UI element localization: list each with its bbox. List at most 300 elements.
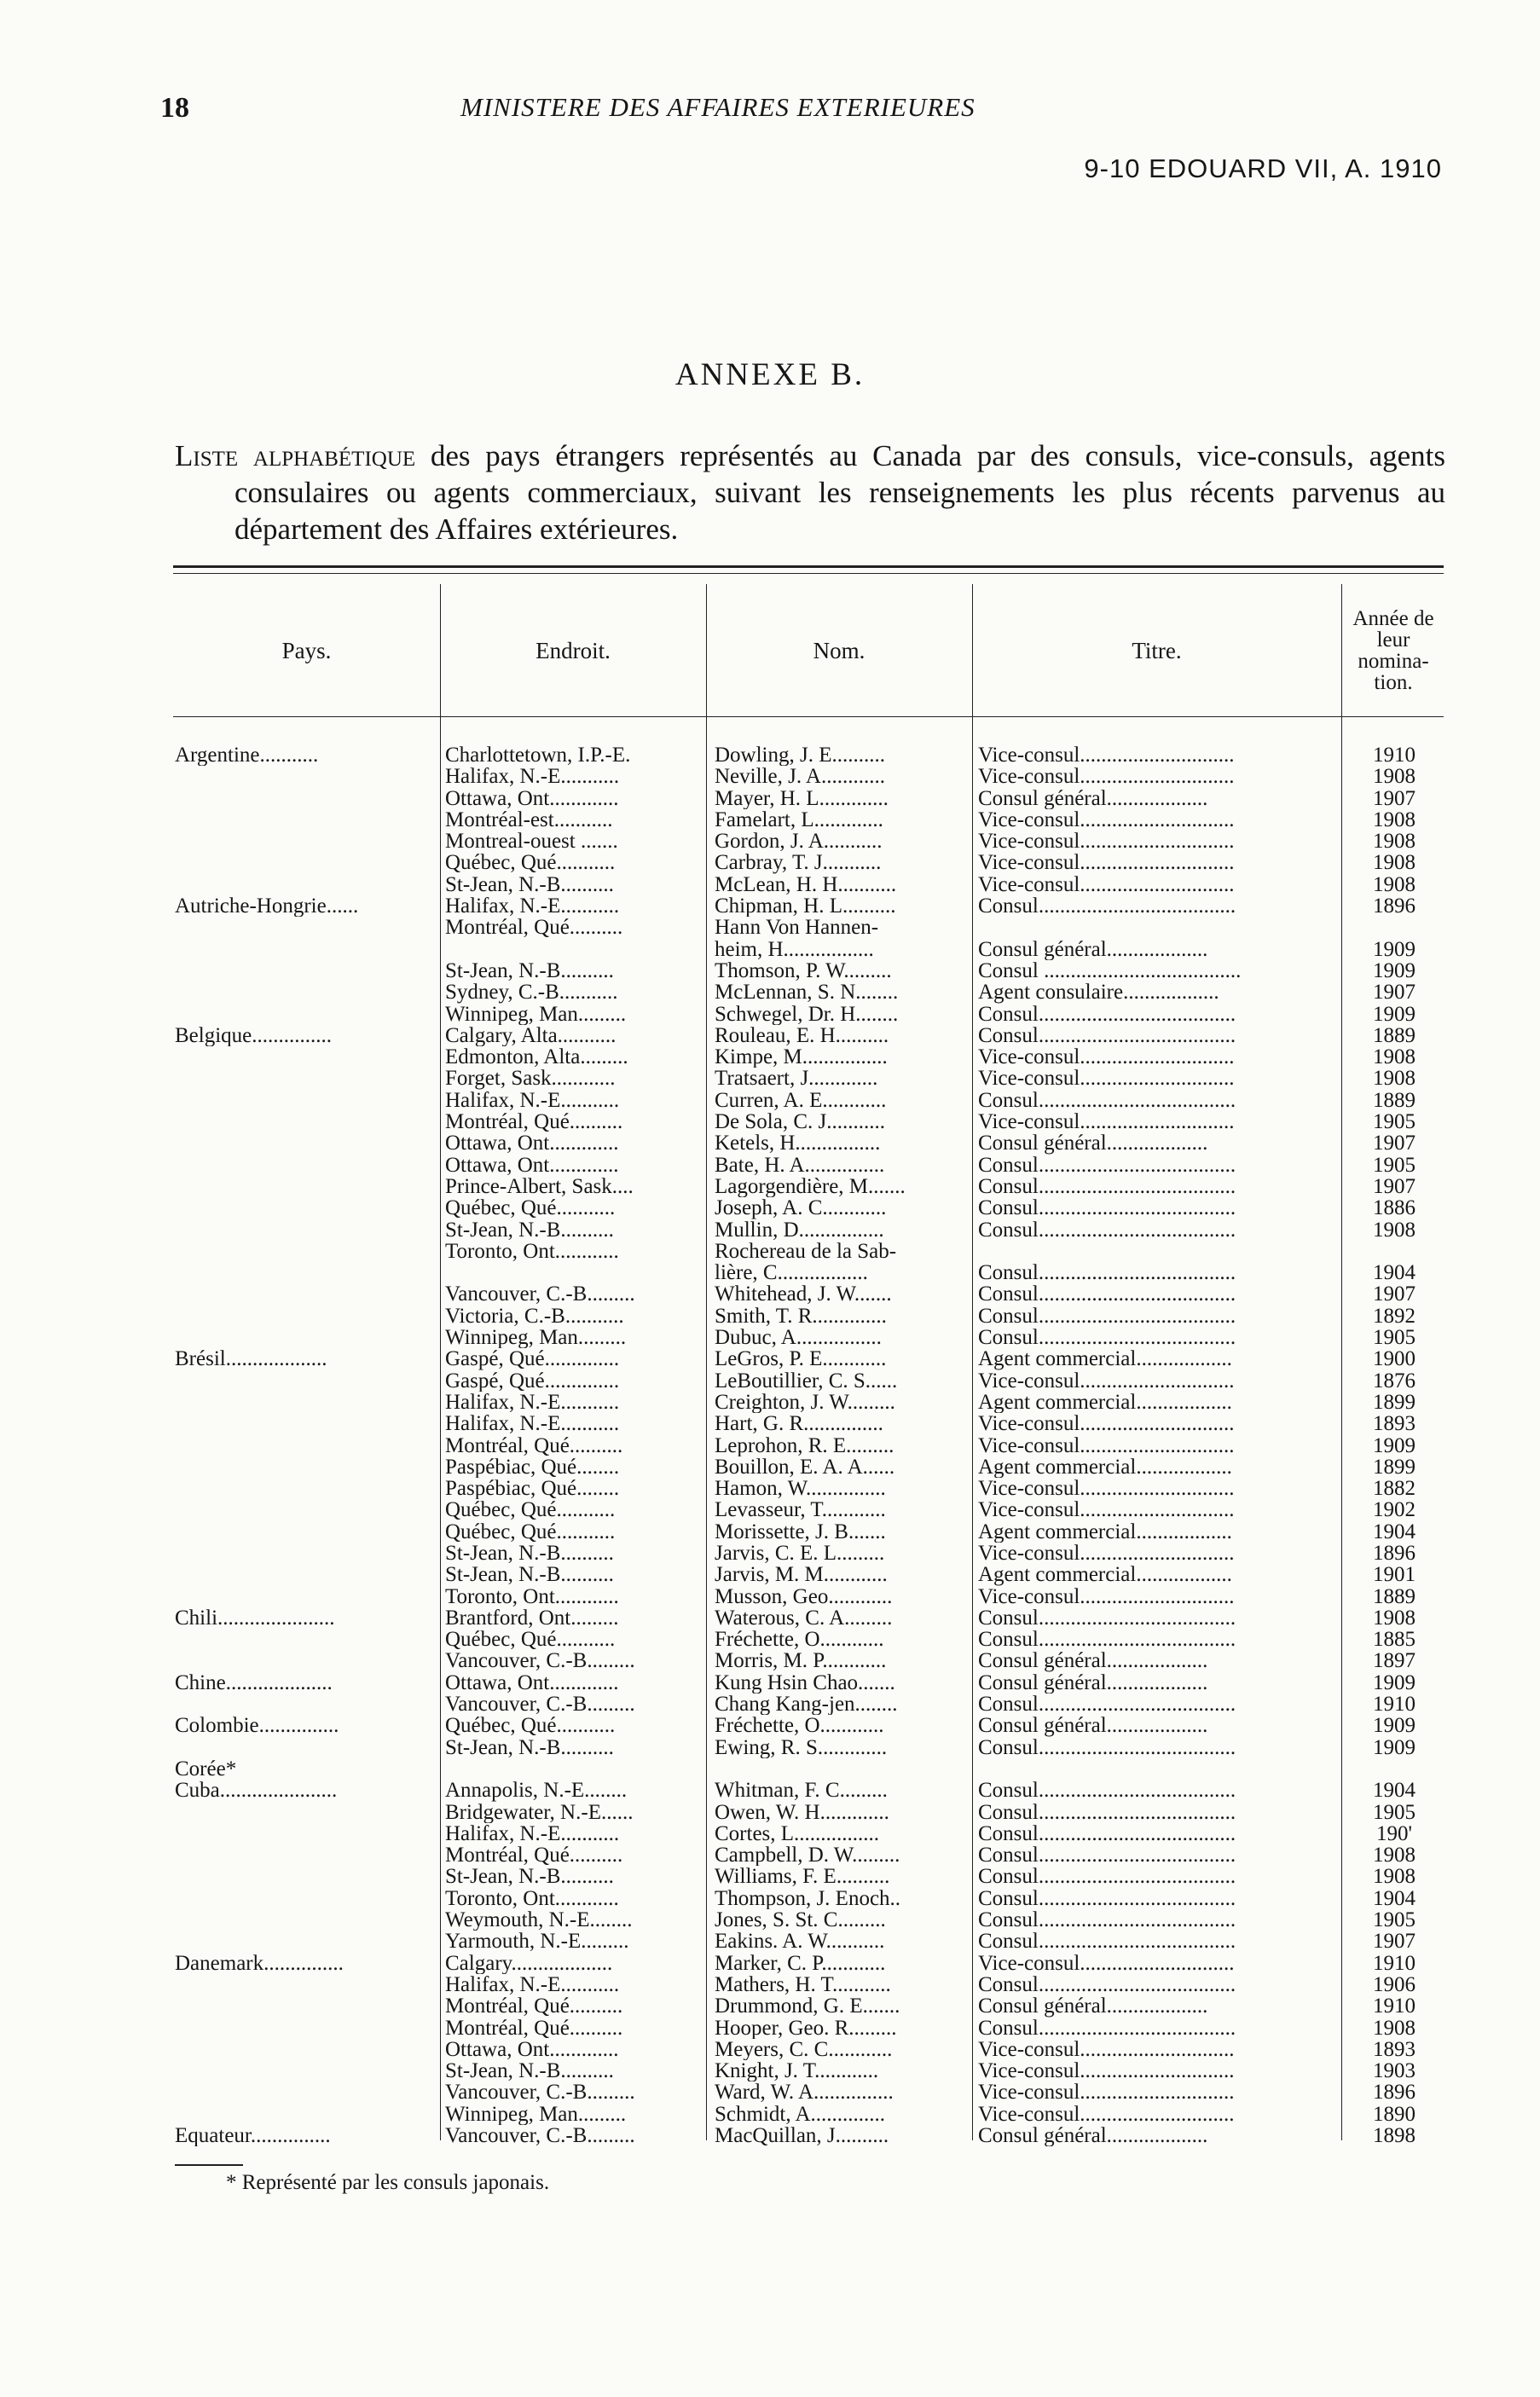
cell-nom: lière, C................. <box>715 1262 868 1284</box>
cell-annee: 1900 <box>1373 1348 1416 1370</box>
cell-annee: 1904 <box>1373 1780 1416 1802</box>
cell-nom: Jarvis, C. E. L......... <box>715 1542 885 1565</box>
cell-titre: Vice-consul............................. <box>978 1478 1235 1500</box>
cell-titre: Agent commercial.................. <box>978 1456 1232 1479</box>
cell-nom: Levasseur, T............ <box>715 1499 886 1521</box>
cell-nom: Gordon, J. A........... <box>715 831 883 853</box>
cell-titre: Vice-consul............................. <box>978 1046 1235 1068</box>
running-head: MINISTERE DES AFFAIRES EXTERIEURES <box>460 92 976 122</box>
cell-titre: Consul..................................... <box>978 1154 1236 1176</box>
cell-nom: Famelart, L............. <box>715 808 883 831</box>
cell-nom: Thomson, P. W......... <box>715 959 892 982</box>
table-row <box>0 1995 1540 2017</box>
cell-nom: Thompson, J. Enoch.. <box>715 1887 901 1910</box>
table-row <box>0 809 1540 831</box>
cell-annee: 1907 <box>1373 1132 1416 1155</box>
cell-titre: Consul général................... <box>978 787 1208 809</box>
cell-endroit: Vancouver, C.-B......... <box>445 1650 635 1672</box>
cell-annee: 190' <box>1375 1822 1412 1845</box>
cell-nom: Eakins. A. W........... <box>715 1931 885 1953</box>
cell-titre: Consul..................................... <box>978 1283 1236 1306</box>
table-row <box>0 874 1540 895</box>
cell-annee: 1876 <box>1373 1369 1416 1392</box>
table-row <box>0 788 1540 809</box>
cell-titre: Consul..................................... <box>978 1003 1236 1025</box>
cell-endroit: Toronto, Ont............ <box>445 1887 619 1910</box>
cell-annee: 1908 <box>1373 873 1416 896</box>
table-top-rule <box>173 565 1444 568</box>
cell-endroit: Weymouth, N.-E........ <box>445 1909 633 1931</box>
cell-annee: 1906 <box>1373 1973 1416 1996</box>
cell-endroit: Edmonton, Alta......... <box>445 1046 628 1068</box>
cell-titre: Agent commercial.................. <box>978 1520 1232 1543</box>
cell-endroit: St-Jean, N.-B.......... <box>445 1866 614 1888</box>
table-body <box>0 744 1540 2146</box>
table-row <box>0 1650 1540 1671</box>
cell-titre: Vice-consul............................. <box>978 1369 1235 1392</box>
cell-titre: Consul général................... <box>978 2125 1208 2147</box>
cell-annee: 1898 <box>1373 2125 1416 2147</box>
cell-endroit: Montréal, Qué.......... <box>445 1844 623 1867</box>
cell-endroit: St-Jean, N.-B.......... <box>445 2060 614 2082</box>
cell-endroit: Ottawa, Ont............. <box>445 1132 619 1155</box>
intro-text: des pays étrangers représentés au Canada par des consuls, vice-consuls, agents consulaires ou agents commerciaux, suivant les renseignements les plus récents parvenus au département des Affaires extérieures. <box>234 439 1445 546</box>
cell-annee: 1908 <box>1373 1046 1416 1068</box>
cell-nom: Rochereau de la Sab- <box>715 1240 897 1263</box>
cell-nom: Hart, G. R............... <box>715 1413 883 1435</box>
cell-annee: 1905 <box>1373 1909 1416 1931</box>
cell-pays: Belgique............... <box>175 1024 333 1047</box>
cell-endroit: Vancouver, C.-B......... <box>445 2081 635 2104</box>
cell-annee: 1908 <box>1373 1219 1416 1241</box>
table-row <box>0 1370 1540 1392</box>
table-row <box>0 1046 1540 1068</box>
cell-endroit: Prince-Albert, Sask.... <box>445 1175 634 1198</box>
cell-annee: 1907 <box>1373 1175 1416 1198</box>
cell-titre: Agent commercial.................. <box>978 1348 1232 1370</box>
table-row <box>0 1909 1540 1931</box>
cell-titre: Consul général................... <box>978 1995 1208 2018</box>
cell-endroit: Québec, Qué........... <box>445 1715 616 1737</box>
cell-annee: 1908 <box>1373 1068 1416 1090</box>
table-row <box>0 1090 1540 1111</box>
table-row <box>0 1219 1540 1241</box>
cell-titre: Vice-consul............................. <box>978 766 1235 788</box>
cell-nom: Schmidt, A.............. <box>715 2103 886 2125</box>
cell-annee: 1897 <box>1373 1650 1416 1672</box>
cell-pays: Colombie............... <box>175 1715 339 1737</box>
cell-annee: 1890 <box>1373 2103 1416 2125</box>
table-row <box>0 1283 1540 1305</box>
cell-endroit: Halifax, N.-E........... <box>445 1413 620 1435</box>
cell-endroit: St-Jean, N.-B.......... <box>445 959 614 982</box>
cell-titre: Consul ..................................... <box>978 959 1242 982</box>
page-number: 18 <box>160 92 189 124</box>
cell-annee: 1886 <box>1373 1197 1416 1219</box>
cell-titre: Consul..................................... <box>978 1801 1236 1823</box>
table-row <box>0 1543 1540 1564</box>
table-row <box>0 1111 1540 1132</box>
cell-nom: Morris, M. P............ <box>715 1650 887 1672</box>
cell-nom: McLean, H. H........... <box>715 873 897 896</box>
cell-nom: Kung Hsin Chao....... <box>715 1671 895 1694</box>
cell-endroit: St-Jean, N.-B.......... <box>445 1219 614 1241</box>
cell-annee: 1910 <box>1373 1694 1416 1716</box>
cell-endroit: Toronto, Ont............ <box>445 1585 619 1607</box>
footnote: * Représenté par les consuls japonais. <box>226 2171 550 2194</box>
table-row <box>0 1025 1540 1046</box>
cell-endroit: Vancouver, C.-B......... <box>445 1283 635 1306</box>
table-row <box>0 1802 1540 1823</box>
cell-titre: Consul général................... <box>978 1132 1208 1155</box>
cell-endroit: Victoria, C.-B........... <box>445 1305 624 1328</box>
cell-titre: Vice-consul............................. <box>978 2060 1235 2082</box>
cell-annee: 1889 <box>1373 1585 1416 1607</box>
cell-annee: 1910 <box>1373 744 1416 767</box>
cell-titre: Consul..................................... <box>978 1262 1236 1284</box>
cell-titre: Vice-consul............................. <box>978 2103 1235 2125</box>
cell-nom: Leprohon, R. E......... <box>715 1434 894 1456</box>
cell-annee: 1910 <box>1373 1952 1416 1974</box>
cell-nom: Musson, Geo............ <box>715 1585 893 1607</box>
cell-nom: Rouleau, E. H.......... <box>715 1024 889 1047</box>
cell-nom: Campbell, D. W......... <box>715 1844 900 1867</box>
cell-annee: 1893 <box>1373 1413 1416 1435</box>
cell-titre: Agent commercial.................. <box>978 1564 1232 1586</box>
cell-endroit: Gaspé, Qué.............. <box>445 1348 620 1370</box>
cell-annee: 1909 <box>1373 1434 1416 1456</box>
cell-titre: Vice-consul............................. <box>978 1952 1235 1974</box>
cell-nom: Dubuc, A................ <box>715 1327 882 1349</box>
cell-annee: 1896 <box>1373 895 1416 918</box>
cell-endroit: Ottawa, Ont............. <box>445 1154 619 1176</box>
cell-annee: 1896 <box>1373 1542 1416 1565</box>
cell-endroit: Brantford, Ont......... <box>445 1607 619 1630</box>
cell-titre: Consul..................................... <box>978 1089 1236 1112</box>
cell-endroit: Montréal-est........... <box>445 808 613 831</box>
table-row <box>0 744 1540 766</box>
cell-titre: Vice-consul............................. <box>978 2038 1235 2061</box>
cell-titre: Consul..................................... <box>978 895 1236 918</box>
table-row <box>0 1068 1540 1089</box>
table-row <box>0 1629 1540 1650</box>
cell-endroit: Québec, Qué........... <box>445 852 616 874</box>
cell-endroit: Montréal, Qué.......... <box>445 917 623 939</box>
cell-pays: Autriche-Hongrie...... <box>175 895 359 918</box>
cell-titre: Consul..................................... <box>978 1219 1236 1241</box>
cell-nom: Creighton, J. W......... <box>715 1391 895 1414</box>
intro-lead: Liste alphabétique <box>175 439 416 472</box>
cell-annee: 1907 <box>1373 1283 1416 1306</box>
cell-titre: Vice-consul............................. <box>978 831 1235 853</box>
cell-nom: McLennan, S. N........ <box>715 981 899 1004</box>
cell-nom: Williams, F. E.......... <box>715 1866 890 1888</box>
table-row <box>0 1694 1540 1715</box>
cell-nom: Schwegel, Dr. H........ <box>715 1003 899 1025</box>
cell-endroit: Québec, Qué........... <box>445 1197 616 1219</box>
cell-annee: 1909 <box>1373 1715 1416 1737</box>
cell-endroit: Québec, Qué........... <box>445 1499 616 1521</box>
cell-endroit: Ottawa, Ont............. <box>445 787 619 809</box>
cell-annee: 1909 <box>1373 959 1416 982</box>
column-header-titre: Titre. <box>1132 637 1182 663</box>
cell-titre: Vice-consul............................. <box>978 1542 1235 1565</box>
table-row <box>0 1672 1540 1694</box>
cell-annee: 1908 <box>1373 1607 1416 1630</box>
cell-titre: Consul général................... <box>978 938 1208 960</box>
cell-pays: Brésil................... <box>175 1348 327 1370</box>
table-row <box>0 960 1540 981</box>
annex-title: ANNEXE B. <box>674 357 866 392</box>
cell-nom: Knight, J. T............ <box>715 2060 879 2082</box>
cell-endroit: Calgary................... <box>445 1952 613 1974</box>
table-row <box>0 1306 1540 1327</box>
table-row <box>0 1176 1540 1197</box>
cell-endroit: Montréal, Qué.......... <box>445 2017 623 2039</box>
cell-endroit: Halifax, N.-E........... <box>445 895 620 918</box>
table-row <box>0 1241 1540 1262</box>
cell-endroit: Québec, Qué........... <box>445 1629 616 1651</box>
cell-nom: Hooper, Geo. R......... <box>715 2017 897 2039</box>
cell-endroit: Halifax, N.-E........... <box>445 1973 620 1996</box>
cell-annee: 1908 <box>1373 808 1416 831</box>
table-row <box>0 1780 1540 1801</box>
cell-nom: heim, H................. <box>715 938 874 960</box>
cell-titre: Consul..................................... <box>978 1909 1236 1931</box>
cell-nom: Whitman, F. C......... <box>715 1780 888 1802</box>
cell-titre: Consul..................................... <box>978 1866 1236 1888</box>
cell-titre: Vice-consul............................. <box>978 852 1235 874</box>
cell-nom: Marker, C. P............ <box>715 1952 886 1974</box>
table-row <box>0 1499 1540 1520</box>
cell-titre: Consul..................................... <box>978 1844 1236 1867</box>
cell-titre: Consul..................................... <box>978 1887 1236 1910</box>
cell-annee: 1904 <box>1373 1520 1416 1543</box>
cell-titre: Consul..................................... <box>978 1305 1236 1328</box>
cell-nom: Mathers, H. T........... <box>715 1973 891 1996</box>
table-row <box>0 1327 1540 1348</box>
cell-nom: Neville, J. A............ <box>715 766 885 788</box>
cell-titre: Vice-consul............................. <box>978 1068 1235 1090</box>
cell-endroit: Montreal-ouest ....... <box>445 831 618 853</box>
cell-annee: 1889 <box>1373 1024 1416 1047</box>
cell-nom: Drummond, G. E....... <box>715 1995 900 2018</box>
table-row <box>0 1478 1540 1499</box>
cell-nom: Hann Von Hannen- <box>715 917 879 939</box>
table-row <box>0 1823 1540 1844</box>
cell-annee: 1908 <box>1373 852 1416 874</box>
cell-annee: 1908 <box>1373 831 1416 853</box>
cell-titre: Vice-consul............................. <box>978 1499 1235 1521</box>
cell-titre: Consul..................................... <box>978 1822 1236 1845</box>
cell-titre: Consul général................... <box>978 1650 1208 1672</box>
cell-annee: 1907 <box>1373 981 1416 1004</box>
cell-nom: Mayer, H. L............. <box>715 787 889 809</box>
cell-annee: 1908 <box>1373 2017 1416 2039</box>
cell-pays: Danemark............... <box>175 1952 344 1974</box>
table-row <box>0 1953 1540 1974</box>
cell-annee: 1905 <box>1373 1111 1416 1133</box>
cell-nom: Ketels, H................ <box>715 1132 881 1155</box>
cell-annee: 1908 <box>1373 1844 1416 1867</box>
cell-endroit: Winnipeg, Man......... <box>445 1003 627 1025</box>
table-header-rule <box>173 716 1444 717</box>
table-row <box>0 2060 1540 2081</box>
cell-nom: Jarvis, M. M............ <box>715 1564 888 1586</box>
cell-nom: Tratsaert, J............. <box>715 1068 878 1090</box>
cell-annee: 1905 <box>1373 1327 1416 1349</box>
table-row <box>0 1737 1540 1758</box>
cell-nom: Fréchette, O............ <box>715 1715 884 1737</box>
table-row <box>0 2018 1540 2039</box>
cell-endroit: Forget, Sask............ <box>445 1068 616 1090</box>
table-row <box>0 1004 1540 1025</box>
column-header-annee: Année de leur nomina-tion. <box>1352 606 1434 694</box>
cell-titre: Consul..................................... <box>978 1629 1236 1651</box>
cell-endroit: Ottawa, Ont............. <box>445 1671 619 1694</box>
cell-pays: Chine.................... <box>175 1671 333 1694</box>
cell-pays: Equateur............... <box>175 2125 331 2147</box>
cell-nom: Jones, S. St. C......... <box>715 1909 886 1931</box>
cell-endroit: Sydney, C.-B........... <box>445 981 618 1004</box>
cell-annee: 1892 <box>1373 1305 1416 1328</box>
cell-titre: Vice-consul............................. <box>978 1413 1235 1435</box>
cell-endroit: Montréal, Qué.......... <box>445 1995 623 2018</box>
cell-annee: 1899 <box>1373 1456 1416 1479</box>
cell-titre: Consul..................................... <box>978 1607 1236 1630</box>
cell-titre: Vice-consul............................. <box>978 1585 1235 1607</box>
table-row <box>0 1456 1540 1478</box>
cell-annee: 1889 <box>1373 1089 1416 1112</box>
cell-titre: Vice-consul............................. <box>978 1434 1235 1456</box>
cell-endroit: Paspébiac, Qué........ <box>445 1456 620 1479</box>
cell-endroit: Vancouver, C.-B......... <box>445 2125 635 2147</box>
table-row <box>0 1844 1540 1866</box>
cell-annee: 1904 <box>1373 1887 1416 1910</box>
cell-annee: 1908 <box>1373 766 1416 788</box>
cell-endroit: Bridgewater, N.-E...... <box>445 1801 634 1823</box>
cell-endroit: Halifax, N.-E........... <box>445 766 620 788</box>
cell-annee: 1893 <box>1373 2038 1416 2061</box>
cell-endroit: Gaspé, Qué.............. <box>445 1369 620 1392</box>
cell-titre: Consul..................................... <box>978 1931 1236 1953</box>
table-row <box>0 2081 1540 2103</box>
table-row <box>0 2039 1540 2060</box>
cell-nom: Carbray, T. J........... <box>715 852 882 874</box>
table-row <box>0 1607 1540 1629</box>
table-row <box>0 1197 1540 1219</box>
cell-annee: 1899 <box>1373 1391 1416 1414</box>
table-row <box>0 939 1540 960</box>
cell-nom: Bate, H. A............... <box>715 1154 885 1176</box>
cell-annee: 1907 <box>1373 787 1416 809</box>
table-row <box>0 1521 1540 1543</box>
cell-nom: Curren, A. E............ <box>715 1089 887 1112</box>
intro-paragraph <box>175 437 1445 547</box>
cell-nom: Chipman, H. L.......... <box>715 895 896 918</box>
cell-annee: 1910 <box>1373 1995 1416 2018</box>
cell-titre: Consul..................................... <box>978 1175 1236 1198</box>
cell-nom: Cortes, L................ <box>715 1822 880 1845</box>
cell-titre: Consul..................................... <box>978 1973 1236 1996</box>
cell-titre: Vice-consul............................. <box>978 873 1235 896</box>
cell-annee: 1909 <box>1373 1003 1416 1025</box>
table-row <box>0 981 1540 1003</box>
table-row <box>0 1155 1540 1176</box>
cell-nom: Ward, W. A............... <box>715 2081 894 2104</box>
cell-endroit: Ottawa, Ont............. <box>445 2038 619 2061</box>
table-row <box>0 1888 1540 1909</box>
cell-endroit: Annapolis, N.-E........ <box>445 1780 628 1802</box>
table-row <box>0 1758 1540 1780</box>
cell-nom: Bouillon, E. A. A...... <box>715 1456 895 1479</box>
table-row <box>0 1348 1540 1369</box>
table-row <box>0 895 1540 917</box>
table-row <box>0 766 1540 787</box>
cell-nom: Chang Kang-jen........ <box>715 1694 898 1716</box>
cell-annee: 1885 <box>1373 1629 1416 1651</box>
cell-titre: Consul..................................... <box>978 1780 1236 1802</box>
cell-nom: MacQuillan, J.......... <box>715 2125 889 2147</box>
cell-endroit: St-Jean, N.-B.......... <box>445 1564 614 1586</box>
cell-annee: 1903 <box>1373 2060 1416 2082</box>
cell-endroit: Montréal, Qué.......... <box>445 1111 623 1133</box>
cell-endroit: Halifax, N.-E........... <box>445 1822 620 1845</box>
cell-endroit: Halifax, N.-E........... <box>445 1391 620 1414</box>
cell-annee: 1901 <box>1373 1564 1416 1586</box>
table-row <box>0 1435 1540 1456</box>
cell-nom: Waterous, C. A......... <box>715 1607 893 1630</box>
cell-endroit: Toronto, Ont............ <box>445 1240 619 1263</box>
cell-endroit: Paspébiac, Qué........ <box>445 1478 620 1500</box>
table-row <box>0 1262 1540 1283</box>
column-header-nom: Nom. <box>813 637 866 663</box>
cell-nom: Whitehead, J. W....... <box>715 1283 892 1306</box>
table-row <box>0 1564 1540 1585</box>
column-header-pays: Pays. <box>281 637 332 663</box>
cell-nom: Joseph, A. C............ <box>715 1197 887 1219</box>
cell-annee: 1902 <box>1373 1499 1416 1521</box>
cell-titre: Vice-consul............................. <box>978 1111 1235 1133</box>
table-top-rule-thin <box>173 573 1444 574</box>
table-row <box>0 1866 1540 1887</box>
cell-pays: Cuba...................... <box>175 1780 338 1802</box>
cell-annee: 1907 <box>1373 1931 1416 1953</box>
cell-endroit: Charlottetown, I.P.-E. <box>445 744 631 767</box>
cell-titre: Consul..................................... <box>978 1694 1236 1716</box>
cell-endroit: Québec, Qué........... <box>445 1520 616 1543</box>
cell-nom: Fréchette, O............ <box>715 1629 884 1651</box>
cell-titre: Consul..................................... <box>978 1327 1236 1349</box>
cell-endroit: Halifax, N.-E........... <box>445 1089 620 1112</box>
cell-pays: Chili...................... <box>175 1607 335 1630</box>
cell-endroit: Vancouver, C.-B......... <box>445 1694 635 1716</box>
cell-annee: 1905 <box>1373 1801 1416 1823</box>
table-row <box>0 2104 1540 2125</box>
cell-annee: 1882 <box>1373 1478 1416 1500</box>
cell-titre: Consul général................... <box>978 1715 1208 1737</box>
cell-endroit: St-Jean, N.-B.......... <box>445 873 614 896</box>
cell-titre: Agent consulaire.................. <box>978 981 1219 1004</box>
cell-endroit: Montréal, Qué.......... <box>445 1434 623 1456</box>
cell-annee: 1909 <box>1373 938 1416 960</box>
cell-endroit: St-Jean, N.-B.......... <box>445 1542 614 1565</box>
cell-annee: 1908 <box>1373 1866 1416 1888</box>
table-row <box>0 1132 1540 1154</box>
cell-nom: Ewing, R. S............. <box>715 1736 888 1758</box>
table-row <box>0 852 1540 873</box>
cell-titre: Consul..................................... <box>978 1197 1236 1219</box>
